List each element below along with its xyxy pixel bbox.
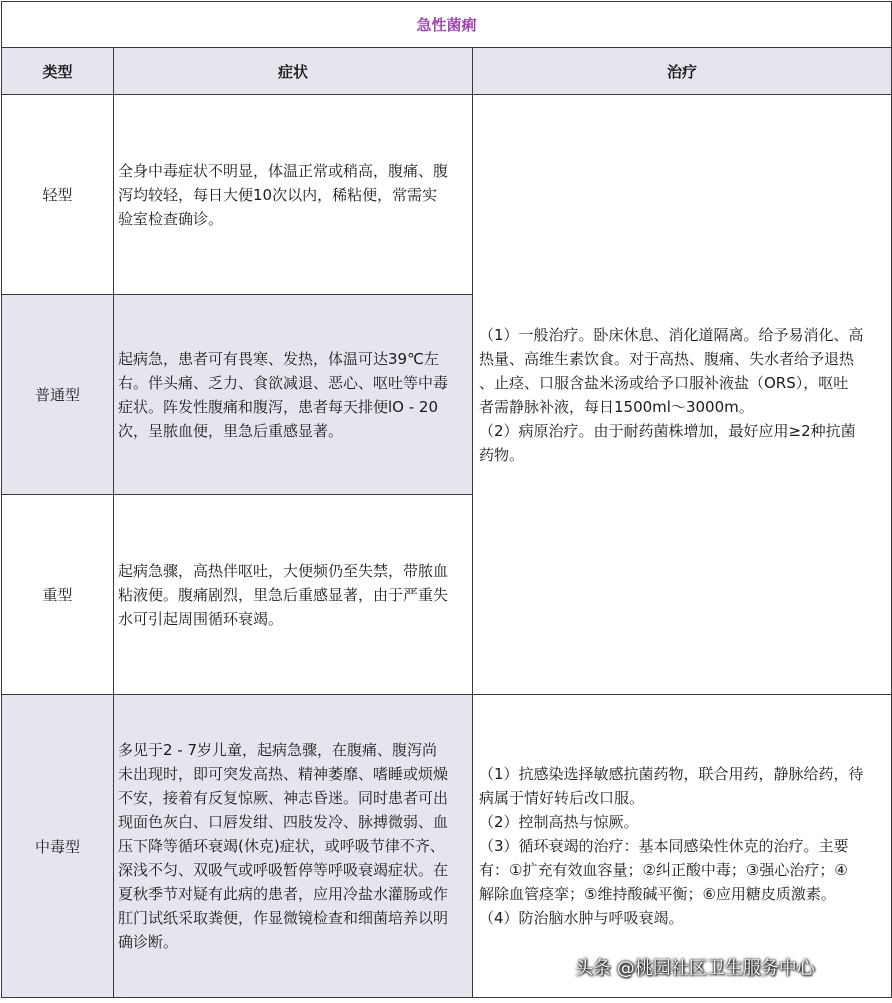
- text-line: （2）控制高热与惊厥。: [479, 813, 639, 831]
- text-line: 热量、高维生素饮食。对于高热、腹痛、失水者给予退热: [479, 349, 855, 368]
- text-line: 者需静脉补液，每日1500ml～3000m。: [479, 397, 754, 416]
- text-line: 泻均较轻，每日大便10次以内，稀粘便，常需实: [118, 185, 438, 204]
- text-line: （3）循环衰竭的治疗：基本同感染性休克的治疗。主要: [479, 837, 849, 855]
- text-line: 起病急骤，高热伴呕吐，大便频仍至失禁，带脓血: [118, 561, 449, 580]
- text-line: 次，呈脓血便，里急后重感显著。: [118, 421, 344, 440]
- text-line: 、止痉、口服含盐米汤或给予口服补液盐（ORS），呕吐: [479, 373, 849, 392]
- text-line: 压下降等循环衰竭(休克)症状，或呼吸节律不齐、: [118, 837, 445, 855]
- treatment-general: [473, 95, 892, 695]
- text-line: 深浅不匀、双吸气或呼吸暂停等呼吸衰竭症状。在: [118, 861, 449, 879]
- text-line: 不安，接着有反复惊厥、神志昏迷。同时患者可出: [118, 789, 449, 807]
- header-treatment: 治疗: [473, 48, 892, 95]
- type-toxic: 中毒型: [2, 695, 114, 998]
- symptoms-mild: [114, 95, 473, 295]
- text-line: 全身中毒症状不明显，体温正常或稍高，腹痛、腹: [118, 161, 449, 180]
- type-mild: 轻型: [2, 95, 114, 295]
- text-line: 起病急，患者可有畏寒、发热，体温可达39℃左: [118, 349, 439, 368]
- text-line: 肛门试纸采取粪便，作显微镜检查和细菌培养以明: [118, 909, 449, 927]
- table-row: [2, 95, 892, 295]
- treatment-toxic: [473, 695, 892, 998]
- text-line: 病属于情好转后改口服。: [479, 789, 645, 807]
- table-title: 急性菌痢: [2, 2, 892, 48]
- text-line: （1）抗感染选择敏感抗菌药物，联合用药，静脉给药，待: [479, 765, 864, 783]
- text-line: 验室检查确诊。: [118, 209, 224, 228]
- symptoms-severe: [114, 495, 473, 695]
- text-line: （4）防治脑水肿与呼吸衰竭。: [479, 909, 684, 927]
- watermark: 头条 @桃园社区卫生服务中心: [575, 958, 815, 979]
- table-row: [2, 695, 892, 998]
- text-line: 药物。: [479, 445, 525, 464]
- text-line: 粘液便。腹痛剧烈，里急后重感显著，由于严重失: [118, 585, 449, 604]
- text-line: 水可引起周围循环衰竭。: [118, 609, 284, 628]
- symptoms-toxic: [114, 695, 473, 998]
- symptoms-common: [114, 295, 473, 495]
- text-line: 有：①扩充有效血容量；②纠正酸中毒；③强心治疗；④: [479, 861, 848, 879]
- text-line: 右。伴头痛、乏力、食欲减退、恶心、呕吐等中毒: [118, 373, 449, 392]
- type-severe: 重型: [2, 495, 114, 695]
- text-line: （1）一般治疗。卧床休息、消化道隔离。给予易消化、高: [479, 325, 864, 344]
- dysentery-table: [1, 1, 892, 998]
- text-line: 未出现时，即可突发高热、精神萎靡、嗜睡或烦燥: [118, 765, 449, 783]
- text-line: （2）病原治疗。由于耐药菌株增加，最好应用≥2种抗菌: [479, 421, 856, 440]
- text-line: 症状。阵发性腹痛和腹泻，患者每天排便lO - 20: [118, 397, 439, 416]
- header-type: 类型: [2, 48, 114, 95]
- header-symptoms: 症状: [114, 48, 473, 95]
- text-line: 确诊断。: [118, 933, 179, 951]
- text-line: 夏秋季节对疑有此病的患者，应用冷盐水灌肠或作: [118, 885, 449, 903]
- text-line: 解除血管痉挛；⑤维持酸碱平衡；⑥应用糖皮质激素。: [479, 885, 836, 903]
- text-line: 多见于2 - 7岁儿童，起病急骤，在腹痛、腹泻尚: [118, 741, 438, 759]
- type-common: 普通型: [2, 295, 114, 495]
- text-line: 现面色灰白、口唇发绀、四肢发冷、脉搏微弱、血: [118, 813, 449, 831]
